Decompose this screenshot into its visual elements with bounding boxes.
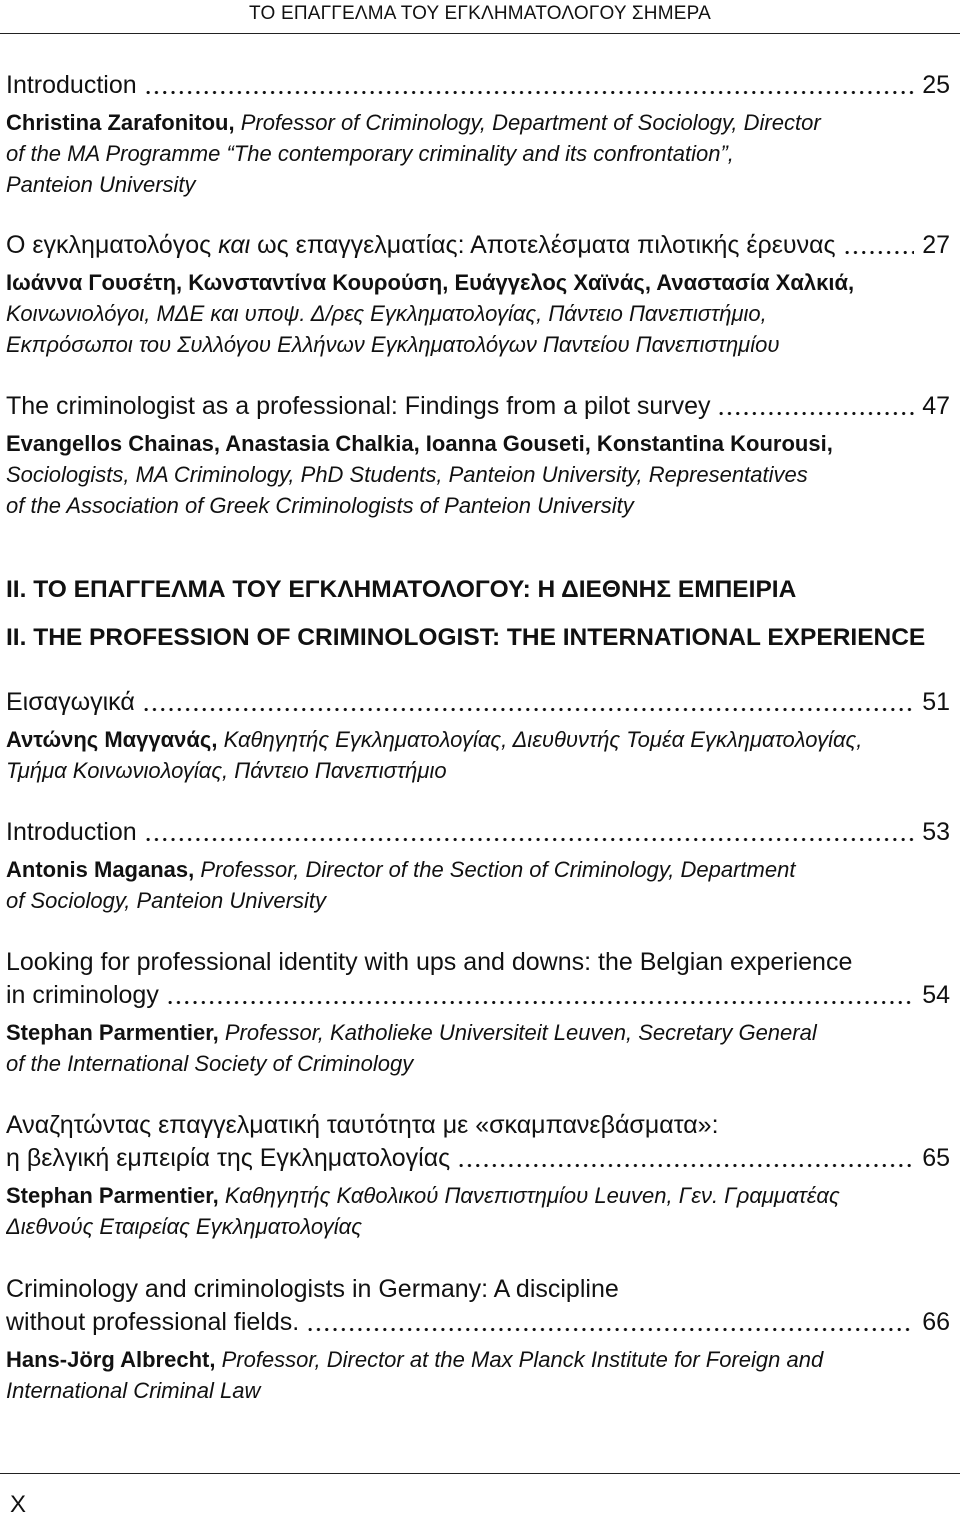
author-affiliation: Τμήμα Κοινωνιολογίας, Πάντειο Πανεπιστήμιο [6, 758, 447, 783]
author-line [6, 755, 950, 786]
folio-page-number: X [10, 1491, 27, 1517]
section-heading-greek: II. ΤΟ ΕΠΑΓΓΕΛΜΑ ΤΟΥ ΕΓΚΛΗΜΑΤΟΛΟΓΟΥ: Η ΔΙΕΘΝΗΣ ΕΜΠΕΙΡΙΑ [6, 576, 797, 603]
author-affiliation: Professor, Director of the Section of Criminology, Department [200, 857, 796, 882]
author-affiliation: of Sociology, Panteion University [6, 888, 326, 913]
entry-title-italic: και [218, 231, 251, 259]
dot-leader [166, 979, 914, 1012]
section-heading-english: II. THE PROFESSION OF CRIMINOLOGIST: THE INTERNATIONAL EXPERIENCE [6, 624, 926, 651]
author-line [6, 1211, 950, 1242]
author-affiliation: Εκπρόσωποι του Συλλόγου Ελλήνων Εγκληματολόγων Παντείου Πανεπιστημίου [6, 332, 780, 357]
entry-authors [6, 1180, 950, 1242]
author-line [6, 107, 950, 138]
author-affiliation: Professor, Director at the Max Planck Institute for Foreign and [221, 1347, 824, 1372]
author-line [6, 459, 950, 490]
toc-entry [6, 816, 950, 916]
toc-entry [6, 686, 950, 786]
entry-title: Introduction [6, 71, 137, 99]
toc-entry [6, 229, 950, 360]
author-affiliation: of the International Society of Criminology [6, 1051, 414, 1076]
author-affiliation: Καθηγητής Καθολικού Πανεπιστημίου Leuven, Γεν. Γραμματέας [224, 1183, 840, 1208]
author-line [6, 428, 950, 459]
entry-title-line [6, 1273, 950, 1306]
author-affiliation: Κοινωνιολόγοι, ΜΔΕ και υποψ. Δ/ρες Εγκληματολογίας, Πάντειο Πανεπιστήμιο, [6, 301, 767, 326]
page-number: 27 [922, 231, 950, 259]
entry-title-part: Ο εγκληματολόγος [6, 231, 212, 259]
entry-title-line [6, 1306, 950, 1339]
dot-leader [144, 69, 915, 102]
page-number: 66 [922, 1308, 950, 1336]
dot-leader [144, 816, 915, 849]
entry-title-line [6, 686, 950, 719]
author-name: Stephan Parmentier, [6, 1020, 219, 1045]
author-name: Αντώνης Μαγγανάς, [6, 727, 218, 752]
entry-title: Αναζητώντας επαγγελματική ταυτότητα με «σκαμπανεβάσματα»: [6, 1111, 719, 1139]
author-line [6, 854, 950, 885]
entry-title-line [6, 1109, 950, 1142]
author-line [6, 1017, 950, 1048]
entry-authors [6, 267, 950, 360]
entry-title: Εισαγωγικά [6, 688, 135, 716]
author-line [6, 724, 950, 755]
author-line [6, 138, 950, 169]
author-line [6, 1375, 950, 1406]
author-affiliation: of the Association of Greek Criminologists of Panteion University [6, 493, 634, 518]
entry-title: The criminologist as a professional: Findings from a pilot survey [6, 392, 711, 420]
header-rule [0, 33, 960, 34]
entry-title: without professional fields. [6, 1308, 300, 1336]
author-line [6, 885, 950, 916]
entry-title-line [6, 979, 950, 1012]
toc-entry [6, 390, 950, 521]
entry-title [6, 229, 836, 262]
dot-leader [843, 229, 915, 262]
author-line [6, 1180, 950, 1211]
entry-title-line [6, 1142, 950, 1175]
entry-authors [6, 1344, 950, 1406]
author-affiliation: Διεθνούς Εταιρείας Εγκληματολογίας [6, 1214, 362, 1239]
author-affiliation: of the MA Programme “The contemporary criminality and its confrontation”, [6, 141, 734, 166]
author-affiliation: Professor of Criminology, Department of Sociology, Director [240, 110, 821, 135]
page-number: 54 [922, 981, 950, 1009]
author-line [6, 169, 950, 200]
author-affiliation: Sociologists, MA Criminology, PhD Students, Panteion University, Representatives [6, 462, 808, 487]
entry-authors [6, 107, 950, 200]
entry-title: Introduction [6, 818, 137, 846]
author-names: Evangellos Chainas, Anastasia Chalkia, Ioanna Gouseti, Konstantina Kourousi, [6, 431, 833, 456]
entry-authors [6, 1017, 950, 1079]
author-name: Christina Zarafonitou, [6, 110, 235, 135]
entry-authors [6, 428, 950, 521]
footer-rule [0, 1473, 960, 1474]
page-number: 47 [922, 392, 950, 420]
author-name: Hans-Jörg Albrecht, [6, 1347, 216, 1372]
toc-entry [6, 69, 950, 200]
author-affiliation: Professor, Katholieke Universiteit Leuven, Secretary General [224, 1020, 817, 1045]
author-line [6, 267, 950, 298]
entry-title: η βελγική εμπειρία της Εγκληματολογίας [6, 1144, 451, 1172]
toc-entry [6, 1273, 950, 1406]
entry-title: in criminology [6, 981, 159, 1009]
entry-title-line [6, 816, 950, 849]
toc-entry [6, 1109, 950, 1242]
author-affiliation: International Criminal Law [6, 1378, 261, 1403]
dot-leader [142, 686, 914, 719]
author-name: Antonis Maganas, [6, 857, 195, 882]
page-number: 53 [922, 818, 950, 846]
author-line [6, 298, 950, 329]
running-head: ΤΟ ΕΠΑΓΓΕΛΜΑ ΤΟΥ ΕΓΚΛΗΜΑΤΟΛΟΓΟΥ ΣΗΜΕΡΑ [249, 3, 711, 24]
entry-title-line [6, 946, 950, 979]
entry-title: Looking for professional identity with ups and downs: the Belgian experience [6, 948, 853, 976]
toc-entry [6, 946, 950, 1079]
entry-title-line [6, 229, 950, 262]
page-number: 25 [922, 71, 950, 99]
author-line [6, 329, 950, 360]
entry-title: Criminology and criminologists in Germany: A discipline [6, 1275, 619, 1303]
page-number: 51 [922, 688, 950, 716]
author-line [6, 1048, 950, 1079]
author-name: Stephan Parmentier, [6, 1183, 219, 1208]
entry-authors [6, 854, 950, 916]
author-names: Ιωάννα Γουσέτη, Κωνσταντίνα Κουρούση, Ευάγγελος Χαϊνάς, Αναστασία Χαλκιά, [6, 270, 855, 295]
dot-leader [306, 1306, 914, 1339]
entry-title-line [6, 69, 950, 102]
entry-authors [6, 724, 950, 786]
author-line [6, 490, 950, 521]
author-line [6, 1344, 950, 1375]
entry-title-line [6, 390, 950, 423]
author-affiliation: Panteion University [6, 172, 196, 197]
author-affiliation: Καθηγητής Εγκληματολογίας, Διευθυντής Τομέα Εγκληματολογίας, [223, 727, 863, 752]
entry-title-part: ως επαγγελματίας: Αποτελέσματα πιλοτικής έρευνας [257, 231, 836, 259]
page-number: 65 [922, 1144, 950, 1172]
dot-leader [717, 390, 914, 423]
dot-leader [457, 1142, 914, 1175]
